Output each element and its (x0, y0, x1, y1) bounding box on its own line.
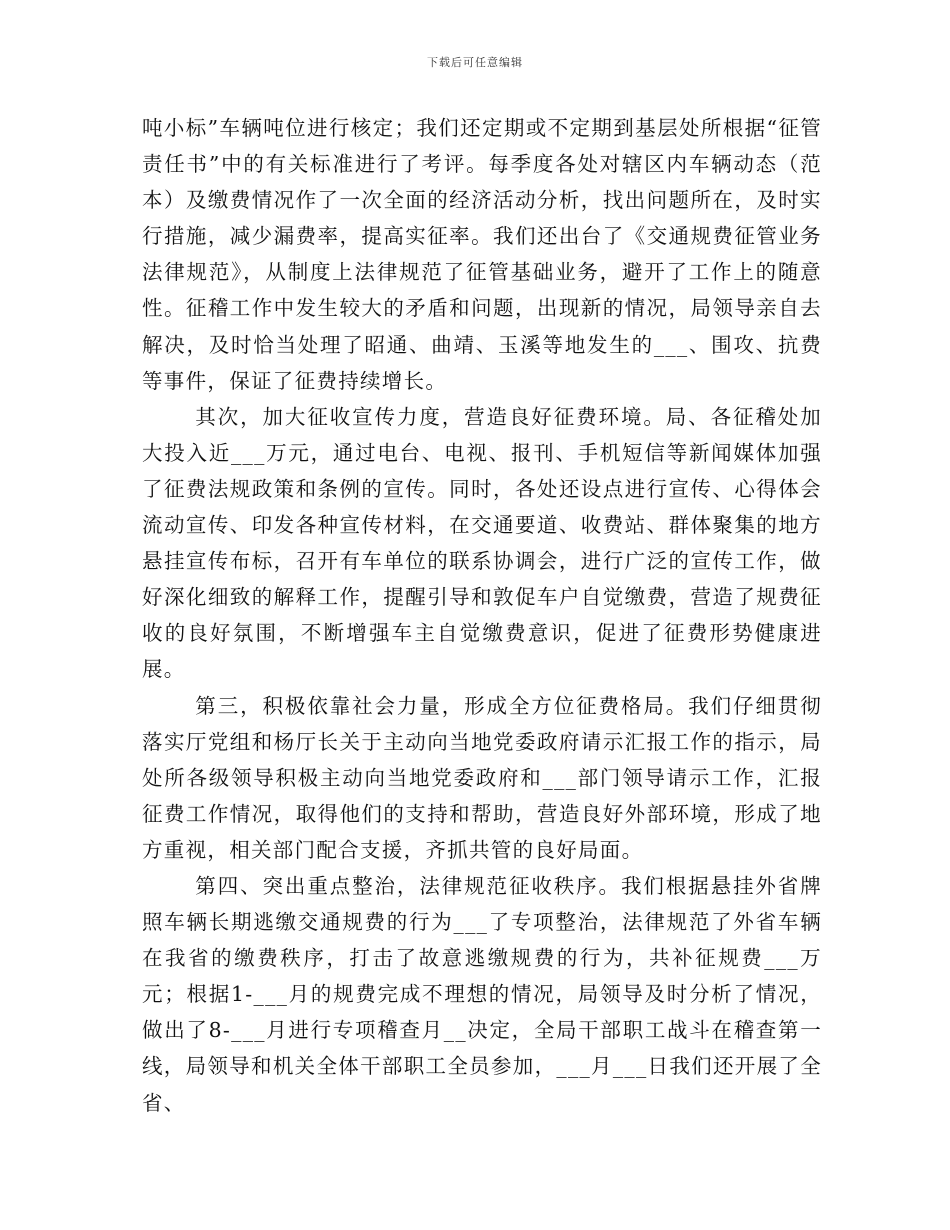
page-header: 下载后可任意编辑 (427, 56, 523, 69)
document-body (142, 110, 822, 1121)
paragraph-3: 第三，积极依靠社会力量，形成全方位征费格局。我们仔细贯彻落实厅党组和杨厅长关于主动向当地党委政府请示汇报工作的指示，局处所各级领导积极主动向当地党委政府和___部门领导请示工作，汇报征费工作情况，取得他们的支持和帮助，营造良好外部环境，形成了地方重视，相关部门配合支援，齐抓共管的良好局面。 (142, 693, 822, 862)
paragraph-4: 第四、突出重点整治，法律规范征收秩序。我们根据悬挂外省牌照车辆长期逃缴交通规费的行为___了专项整治，法律规范了外省车辆在我省的缴费秩序，打击了故意逃缴规费的行为，共补征规费___万元；根据1-___月的规费完成不理想的情况，局领导及时分析了情况，做出了8-___月进行专项稽查月__决定，全局干部职工战斗在稽查第一线，局领导和机关全体干部职工全员参加，___月___日我们还开展了全省、 (142, 873, 822, 1115)
paragraph-2: 其次，加大征收宣传力度，营造良好征费环境。局、各征稽处加大投入近___万元，通过电台、电视、报刊、手机短信等新闻媒体加强了征费法规政策和条例的宣传。同时，各处还设点进行宣传、心得体会流动宣传、印发各种宣传材料，在交通要道、收费站、群体聚集的地方悬挂宣传布标，召开有车单位的联系协调会，进行广泛的宣传工作，做好深化细致的解释工作，提醒引导和敦促车户自觉缴费，营造了规费征收的良好氛围，不断增强车主自觉缴费意识，促进了征费形势健康进展。 (142, 404, 822, 682)
paragraph-1: 吨小标”车辆吨位进行核定；我们还定期或不定期到基层处所根据“征管责任书”中的有关标准进行了考评。每季度各处对辖区内车辆动态（范本）及缴费情况作了一次全面的经济活动分析，找出问题所在，及时实行措施，减少漏费率，提高实征率。我们还出台了《交通规费征管业务法律规范》，从制度上法律规范了征管基础业务，避开了工作上的随意性。征稽工作中发生较大的矛盾和问题，出现新的情况，局领导亲自去解决，及时恰当处理了昭通、曲靖、玉溪等地发生的___、围攻、抗费等事件，保证了征费持续增长。 (142, 116, 822, 393)
